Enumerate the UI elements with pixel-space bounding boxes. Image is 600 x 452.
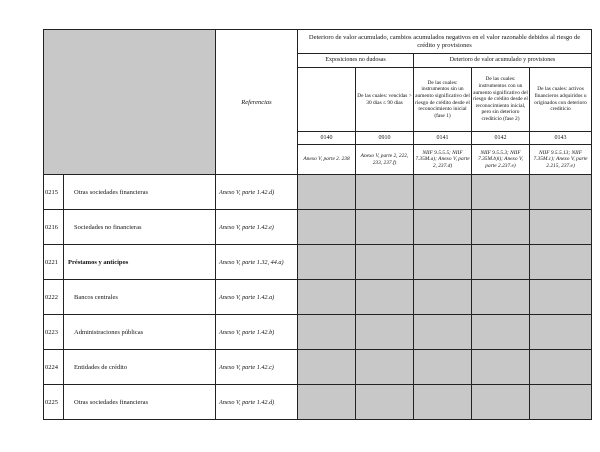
- table-row: [44, 315, 592, 350]
- table-row: [44, 385, 592, 420]
- row-label: Otras sociedades financieras: [64, 385, 216, 420]
- row-reference: Anexo V, parte 1.42.b): [216, 315, 298, 350]
- data-cell[interactable]: [298, 315, 356, 350]
- row-reference: Anexo V, parte 1.42.c): [216, 350, 298, 385]
- column-reference: NIIF 9.5.5.5; NIIF 7.35M.a); Anexo V, parte 2, 237.d): [414, 145, 472, 175]
- row-code: 0215: [44, 175, 64, 210]
- data-cell[interactable]: [530, 385, 592, 420]
- row-label: Sociedades no financieras: [64, 210, 216, 245]
- data-cell[interactable]: [298, 175, 356, 210]
- data-cell[interactable]: [414, 350, 472, 385]
- table-row: [44, 350, 592, 385]
- data-cell[interactable]: [414, 280, 472, 315]
- data-cell[interactable]: [530, 210, 592, 245]
- data-cell[interactable]: [298, 245, 356, 280]
- data-cell[interactable]: [414, 385, 472, 420]
- row-label: Administraciones públicas: [64, 315, 216, 350]
- row-label: Bancos centrales: [64, 280, 216, 315]
- data-cell[interactable]: [472, 280, 530, 315]
- table-row: [44, 245, 592, 280]
- column-desc-0141: De las cuales: instrumentos sin un aumento significativo del riesgo de crédito desde el reconocimiento inicial (fase 1): [414, 68, 472, 132]
- data-cell[interactable]: [472, 315, 530, 350]
- column-reference: Anexo V, parte 2, 222, 233, 237.f): [356, 145, 414, 175]
- data-cell[interactable]: [356, 315, 414, 350]
- column-desc-0143: De las cuales: activos financieros adquiridos u originados con deterioro crediticio: [530, 68, 592, 132]
- regulatory-table: [43, 29, 591, 420]
- data-cell[interactable]: [356, 210, 414, 245]
- row-label: Entidades de crédito: [64, 350, 216, 385]
- column-code: 0910: [356, 132, 414, 145]
- row-reference: Anexo V, parte 1.42.d): [216, 385, 298, 420]
- column-code: 0142: [472, 132, 530, 145]
- column-desc-0140: [298, 68, 356, 132]
- data-cell[interactable]: [298, 350, 356, 385]
- column-desc-0910: De las cuales: vencidas > 30 días ≤ 90 días: [356, 68, 414, 132]
- main-title-header: Deterioro de valor acumulado, cambios acumulados negativos en el valor razonable debidos al riesgo de crédito y provisiones: [298, 30, 592, 54]
- row-code: 0216: [44, 210, 64, 245]
- data-cell[interactable]: [530, 175, 592, 210]
- data-cell[interactable]: [414, 175, 472, 210]
- data-cell[interactable]: [472, 350, 530, 385]
- data-cell[interactable]: [356, 245, 414, 280]
- row-code: 0225: [44, 385, 64, 420]
- group-header-non-doubtful: Exposiciones no dudosas: [298, 54, 414, 68]
- data-cell[interactable]: [356, 280, 414, 315]
- data-cell[interactable]: [530, 245, 592, 280]
- table-row: [44, 175, 592, 210]
- data-cell[interactable]: [530, 280, 592, 315]
- column-code: 0141: [414, 132, 472, 145]
- row-reference: Anexo V, parte 1.42.d): [216, 175, 298, 210]
- row-code: 0221: [44, 245, 64, 280]
- references-header: Referencias: [216, 30, 298, 175]
- row-reference: Anexo V, parte 1.42.e): [216, 210, 298, 245]
- corner-blank-cell: [44, 30, 216, 175]
- column-desc-0142: De las cuales: instrumentos con un aumento significativo del riesgo de crédito desde el reconocimiento inicial, pero sin deterioro crediticio (fase 2): [472, 68, 530, 132]
- data-cell[interactable]: [356, 385, 414, 420]
- data-cell[interactable]: [356, 175, 414, 210]
- row-label: Otras sociedades financieras: [64, 175, 216, 210]
- data-cell[interactable]: [414, 315, 472, 350]
- table-row: [44, 280, 592, 315]
- data-cell[interactable]: [298, 210, 356, 245]
- column-reference: Anexo V, parte 2. 238: [298, 145, 356, 175]
- data-cell[interactable]: [472, 210, 530, 245]
- data-cell[interactable]: [472, 175, 530, 210]
- data-cell[interactable]: [356, 350, 414, 385]
- row-code: 0224: [44, 350, 64, 385]
- row-reference: Anexo V, parte 1.32, 44.a): [216, 245, 298, 280]
- data-cell[interactable]: [298, 385, 356, 420]
- column-code: 0140: [298, 132, 356, 145]
- row-label: Préstamos y anticipos: [64, 245, 216, 280]
- column-code: 0143: [530, 132, 592, 145]
- data-cell[interactable]: [414, 210, 472, 245]
- data-cell[interactable]: [414, 245, 472, 280]
- row-code: 0223: [44, 315, 64, 350]
- data-cell[interactable]: [472, 245, 530, 280]
- data-cell[interactable]: [530, 315, 592, 350]
- data-cell[interactable]: [472, 385, 530, 420]
- column-reference: NIIF 9.5.5.13; NIIF 7.35M.c); Anexo V, parte 2.215, 237.e): [530, 145, 592, 175]
- column-reference: NIIF 9.5.5.3; NIIF 7.35M.b)i); Anexo V, parte 2.237.e): [472, 145, 530, 175]
- row-reference: Anexo V, parte 1.42.a): [216, 280, 298, 315]
- group-header-impairment: Deterioro de valor acumulado y provisiones: [414, 54, 592, 68]
- row-code: 0222: [44, 280, 64, 315]
- table-row: [44, 210, 592, 245]
- data-cell[interactable]: [298, 280, 356, 315]
- data-cell[interactable]: [530, 350, 592, 385]
